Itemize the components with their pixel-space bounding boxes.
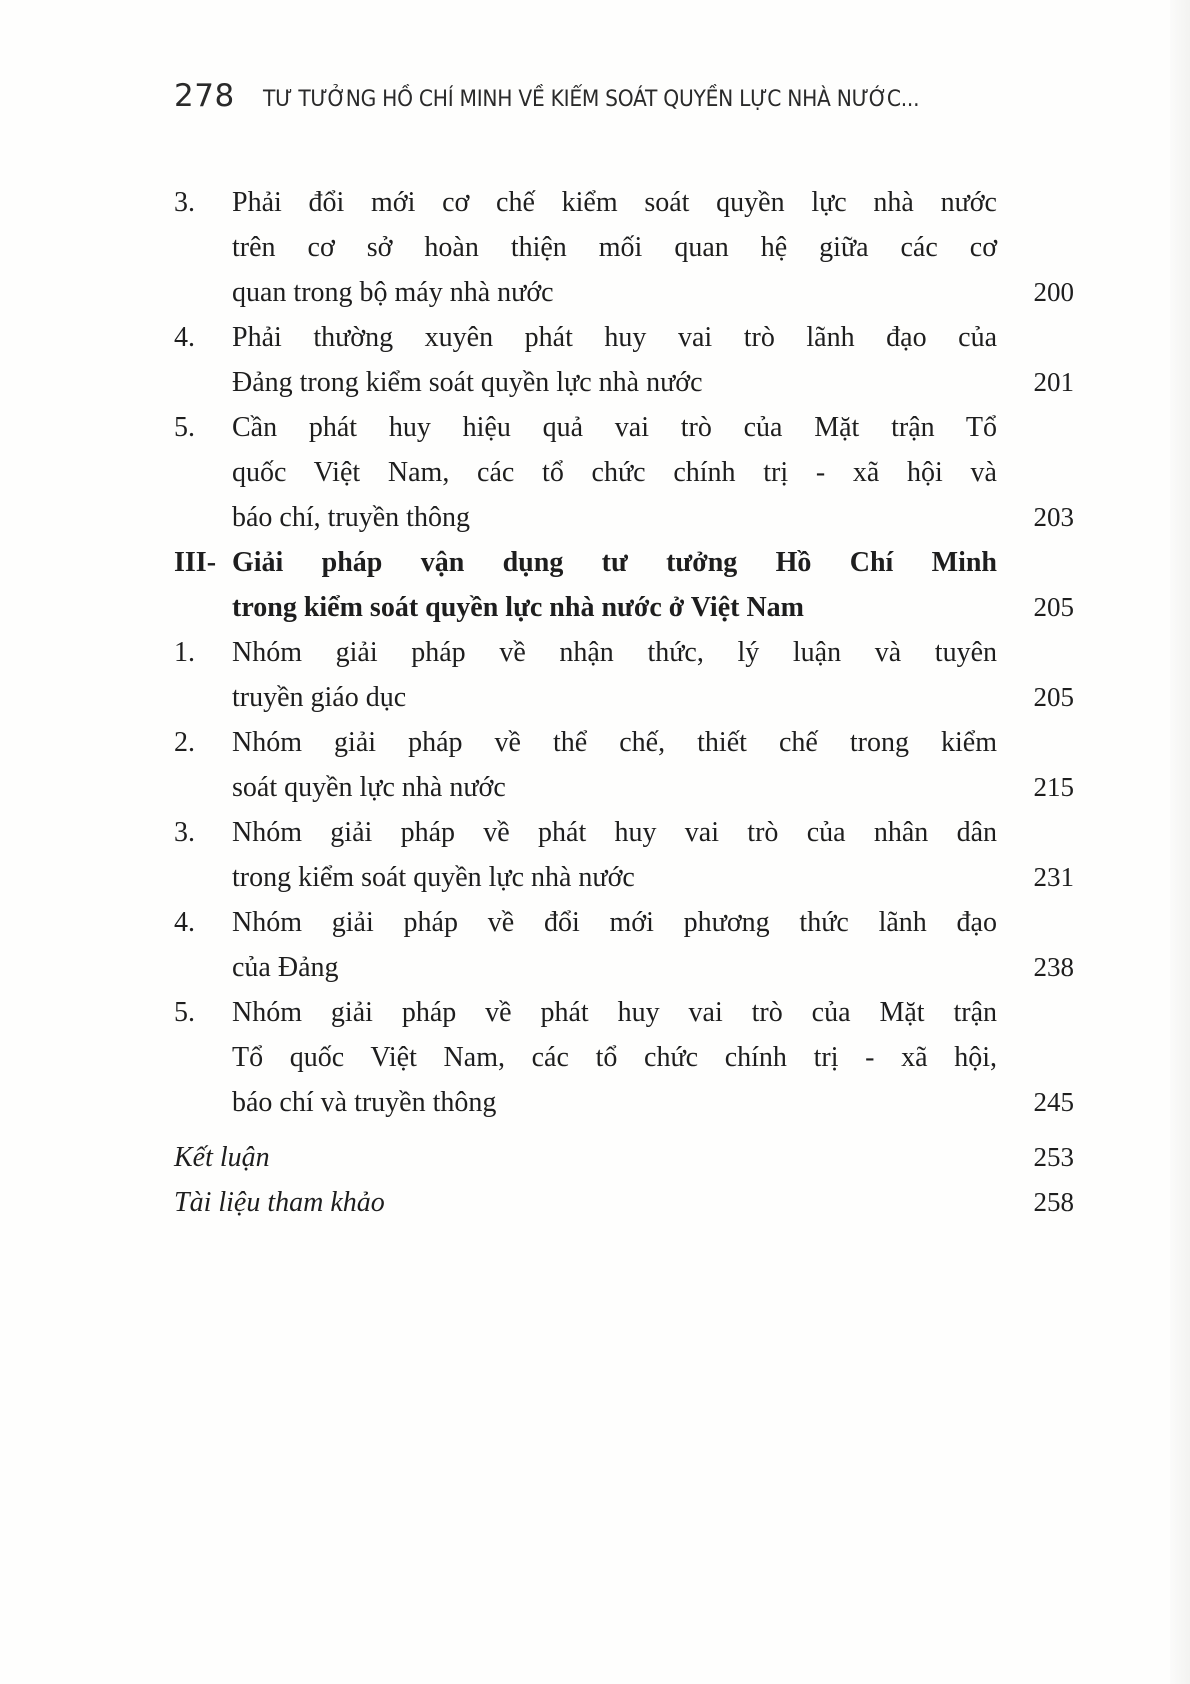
- toc-end-matter-entry: [174, 1135, 1074, 1180]
- toc-entry-line: Nhóm giải pháp về nhận thức, lý luận và tuyên: [232, 637, 997, 668]
- toc-entry-line: Phải thường xuyên phát huy vai trò lãnh đạo của: [232, 322, 997, 353]
- running-title: TƯ TƯỞNG HỒ CHÍ MINH VỀ KIỂM SOÁT QUYỀN LỰC NHÀ NƯỚC...: [262, 87, 919, 112]
- toc-entry: [174, 990, 1074, 1125]
- toc-entry-line: Nhóm giải pháp về đổi mới phương thức lãnh đạo: [232, 907, 997, 938]
- toc-page-number: 201: [1033, 367, 1074, 397]
- toc-entry-line: quan trong bộ máy nhà nước: [232, 277, 554, 308]
- running-header: [174, 78, 976, 128]
- toc-entry-line: truyền giáo dục: [232, 682, 407, 713]
- toc-entry-line: Phải đổi mới cơ chế kiểm soát quyền lực nhà nước: [232, 187, 997, 218]
- toc-entry-number: 5.: [174, 412, 195, 443]
- toc-page-number: 215: [1033, 772, 1074, 802]
- toc-entry-line: Cần phát huy hiệu quả vai trò của Mặt trận Tổ: [232, 412, 997, 443]
- toc-section-line: trong kiểm soát quyền lực nhà nước ở Việt Nam: [232, 592, 805, 623]
- toc-page-number: 203: [1033, 502, 1074, 532]
- toc-entry: [174, 315, 1074, 405]
- toc-entry-line: báo chí và truyền thông: [232, 1087, 497, 1118]
- toc-entry-number: 3.: [174, 817, 195, 848]
- toc-page-number: 231: [1033, 862, 1074, 892]
- toc-page-number: 253: [1033, 1142, 1074, 1172]
- toc-page-number: 205: [1033, 592, 1074, 622]
- toc-entry-number: 5.: [174, 997, 195, 1028]
- toc-page-number: 258: [1033, 1187, 1074, 1217]
- toc-page-number: 200: [1033, 277, 1074, 307]
- toc-entry-line: trên cơ sở hoàn thiện mối quan hệ giữa các cơ: [232, 232, 997, 263]
- page-number: 278: [174, 78, 235, 114]
- toc-entry-line: Tổ quốc Việt Nam, các tổ chức chính trị - xã hội,: [232, 1042, 997, 1073]
- toc-end-matter-entry: [174, 1180, 1074, 1225]
- toc-entry: [174, 405, 1074, 540]
- toc-page-number: 238: [1033, 952, 1074, 982]
- toc-entry-line: quốc Việt Nam, các tổ chức chính trị - xã hội và: [232, 457, 997, 488]
- toc-section-line: Giải pháp vận dụng tư tưởng Hồ Chí Minh: [232, 547, 997, 578]
- page-edge-shadow: [1170, 0, 1190, 1684]
- toc-end-matter-title: Tài liệu tham khảo: [174, 1187, 385, 1218]
- toc-section-heading: [174, 540, 1074, 630]
- toc-entry: [174, 720, 1074, 810]
- toc-section-number: III-: [174, 547, 217, 578]
- toc-end-matter-title: Kết luận: [174, 1142, 270, 1173]
- toc-entry-line: Nhóm giải pháp về thể chế, thiết chế trong kiểm: [232, 727, 997, 758]
- toc-entry: [174, 810, 1074, 900]
- toc-entry-number: 3.: [174, 187, 195, 218]
- toc-page-number: 245: [1033, 1087, 1074, 1117]
- toc-entry-line: Nhóm giải pháp về phát huy vai trò của Mặt trận: [232, 997, 997, 1028]
- table-of-contents: [174, 180, 1074, 1225]
- toc-entry-line: báo chí, truyền thông: [232, 502, 470, 533]
- toc-entry-line: Đảng trong kiểm soát quyền lực nhà nước: [232, 367, 703, 398]
- toc-entry: [174, 180, 1074, 315]
- toc-entry-number: 4.: [174, 907, 195, 938]
- toc-entry-line: Nhóm giải pháp về phát huy vai trò của nhân dân: [232, 817, 997, 848]
- toc-entry: [174, 900, 1074, 990]
- toc-entry-line: trong kiểm soát quyền lực nhà nước: [232, 862, 635, 893]
- toc-entry-line: của Đảng: [232, 952, 339, 983]
- spacer: [174, 1125, 1074, 1135]
- toc-entry-line: soát quyền lực nhà nước: [232, 772, 506, 803]
- toc-entry: [174, 630, 1074, 720]
- toc-entry-number: 2.: [174, 727, 195, 758]
- toc-entry-number: 1.: [174, 637, 195, 668]
- toc-page-number: 205: [1033, 682, 1074, 712]
- toc-entry-number: 4.: [174, 322, 195, 353]
